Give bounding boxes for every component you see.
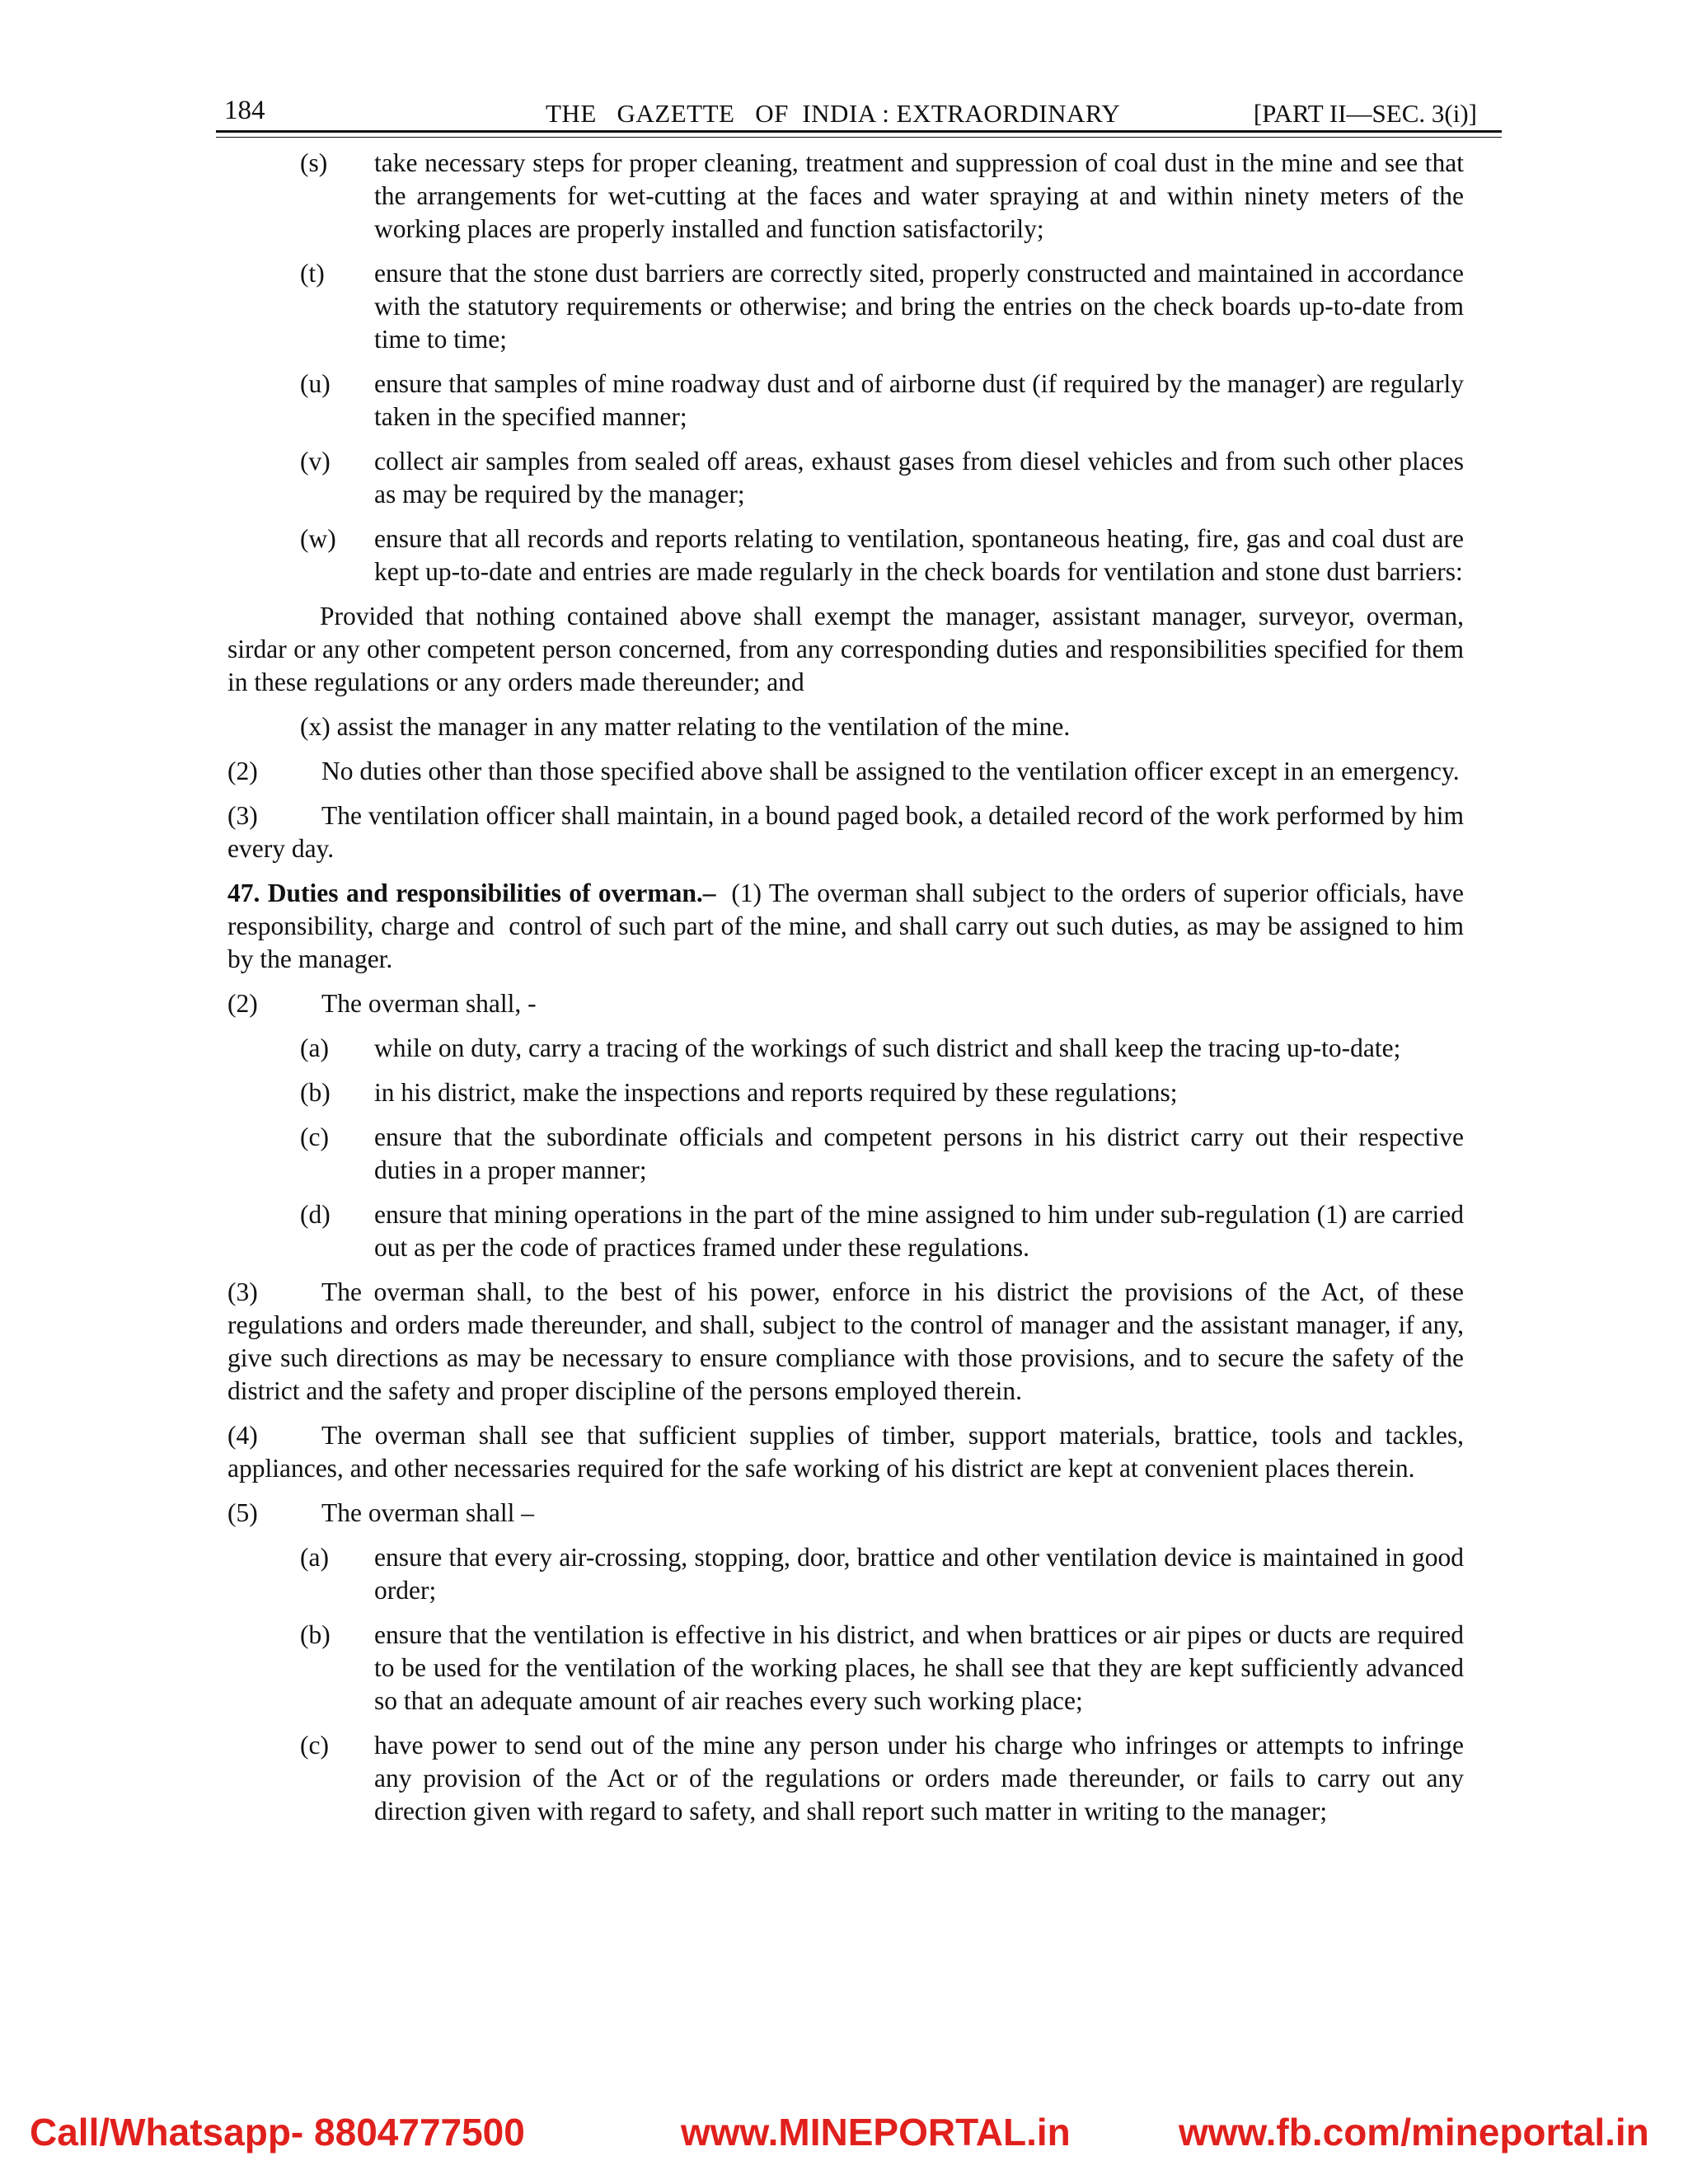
list-item-5c bbox=[227, 1729, 1464, 1828]
list-item-t bbox=[227, 257, 1464, 356]
sub-regulation-2 bbox=[227, 755, 1464, 788]
item-text: ensure that all records and reports relating to ventilation, spontaneous heating, fire, gas and coal dust are kept up-to-date and entries are made regularly in the check boards for ventilation and stone dust barriers: bbox=[374, 524, 1464, 586]
list-item-b bbox=[227, 1076, 1464, 1109]
sub-text: The overman shall see that sufficient supplies of timber, support materials, brattice, tools and tackles, appliances, and other necessaries required for the safe working of his district are kept at convenient places therein. bbox=[227, 1421, 1464, 1483]
item-text: ensure that the stone dust barriers are correctly sited, properly constructed and maintained in accordance with the statutory requirements or otherwise; and bring the entries on the check boards up-to-date from time to time; bbox=[374, 259, 1464, 354]
sub-text: The overman shall, - bbox=[321, 989, 537, 1018]
overman-sub-5 bbox=[227, 1497, 1464, 1530]
item-text: ensure that the ventilation is effective in his district, and when brattices or air pipes or ducts are required to be used for the ventilation of the working places, he shall see that they are kept sufficiently advanced so that an adequate amount of air reaches every such working place; bbox=[374, 1620, 1464, 1715]
sub-text: No duties other than those specified above shall be assigned to the ventilation officer except in an emergency. bbox=[321, 757, 1460, 785]
list-item-v bbox=[227, 445, 1464, 511]
item-text: ensure that the subordinate officials and competent persons in his district carry out their respective duties in a proper manner; bbox=[374, 1122, 1464, 1184]
sub-number: (4) bbox=[227, 1421, 258, 1450]
list-item-d bbox=[227, 1198, 1464, 1264]
sub-number: (3) bbox=[227, 801, 258, 830]
item-label: (a) bbox=[300, 1543, 329, 1572]
item-label: (s) bbox=[300, 148, 328, 177]
list-item-c bbox=[227, 1121, 1464, 1187]
overman-sub-3 bbox=[227, 1276, 1464, 1408]
item-label: (u) bbox=[300, 369, 331, 398]
page-number: 184 bbox=[224, 96, 265, 125]
proviso-paragraph: Provided that nothing contained above shall exempt the manager, assistant manager, surveyor, overman, sirdar or any other competent person concerned, from any corresponding duties and responsibilities specified for them in these regulations or any orders made thereunder; and bbox=[227, 602, 1464, 696]
item-text: ensure that samples of mine roadway dust and of airborne dust (if required by the manager) are regularly taken in the specified manner; bbox=[374, 369, 1464, 431]
phone-contact-link[interactable]: Call/Whatsapp- 8804777500 bbox=[30, 2111, 525, 2154]
sub-number: (5) bbox=[227, 1498, 258, 1527]
item-label: (v) bbox=[300, 447, 331, 476]
regulation-heading: 47. Duties and responsibilities of overman.– bbox=[227, 879, 716, 907]
sub-text: The overman shall – bbox=[321, 1498, 535, 1527]
promo-footer bbox=[0, 2110, 1688, 2159]
header-rule-thick bbox=[216, 130, 1502, 133]
page-header bbox=[216, 92, 1502, 134]
item-label: (d) bbox=[300, 1200, 331, 1229]
item-text: while on duty, carry a tracing of the workings of such district and shall keep the tracing up-to-date; bbox=[374, 1033, 1401, 1062]
sub-number: (3) bbox=[227, 1277, 258, 1306]
item-label: (b) bbox=[300, 1620, 331, 1649]
document-body bbox=[227, 147, 1470, 1840]
list-item-5b bbox=[227, 1619, 1464, 1718]
list-item-5a bbox=[227, 1541, 1464, 1607]
sub-regulation-3 bbox=[227, 799, 1464, 865]
list-item-w bbox=[227, 523, 1464, 588]
sub-number: (2) bbox=[227, 757, 258, 785]
list-item-x: (x) assist the manager in any matter relating to the ventilation of the mine. bbox=[300, 712, 1071, 741]
item-text: in his district, make the inspections and reports required by these regulations; bbox=[374, 1078, 1178, 1107]
website-link[interactable]: www.MINEPORTAL.in bbox=[681, 2111, 1071, 2154]
sub-text: The ventilation officer shall maintain, in a bound paged book, a detailed record of the work performed by him every day. bbox=[227, 801, 1464, 863]
item-text: collect air samples from sealed off areas, exhaust gases from diesel vehicles and from such other places as may be required by the manager; bbox=[374, 447, 1464, 509]
overman-sub-4 bbox=[227, 1419, 1464, 1485]
regulation-47 bbox=[227, 877, 1470, 976]
item-text: ensure that every air-crossing, stopping, door, brattice and other ventilation device is maintained in good order; bbox=[374, 1543, 1464, 1605]
header-rule-thin bbox=[216, 137, 1502, 138]
item-label: (b) bbox=[300, 1078, 331, 1107]
list-item-u bbox=[227, 368, 1464, 434]
regulation-text: (1) The overman shall subject to the orders of superior officials, have responsibility, charge and control of such part of the mine, and shall carry out such duties, as may be assigned to him by the manager. bbox=[227, 879, 1470, 973]
facebook-link[interactable]: www.fb.com/mineportal.in bbox=[1179, 2111, 1649, 2154]
item-text: ensure that mining operations in the part of the mine assigned to him under sub-regulation (1) are carried out as per the code of practices framed under these regulations. bbox=[374, 1200, 1464, 1262]
item-label: (t) bbox=[300, 259, 325, 288]
item-label: (w) bbox=[300, 524, 336, 553]
item-label: (a) bbox=[300, 1033, 329, 1062]
item-text: take necessary steps for proper cleaning, treatment and suppression of coal dust in the mine and see that the arrangements for wet-cutting at the faces and water spraying at and within ninety meters of the working places are properly installed and function satisfactorily; bbox=[374, 148, 1464, 243]
item-text: have power to send out of the mine any person under his charge who infringes or attempts to infringe any provision of the Act or of the regulations or orders made thereunder, or fails to carry out any direction given with regard to safety, and shall report such matter in writing to the manager; bbox=[374, 1731, 1464, 1825]
sub-number: (2) bbox=[227, 989, 258, 1018]
item-label: (c) bbox=[300, 1731, 329, 1760]
list-item-s bbox=[227, 147, 1464, 246]
overman-sub-2 bbox=[227, 987, 1464, 1020]
part-section: [PART II—SEC. 3(i)] bbox=[1253, 99, 1477, 128]
gazette-title: THE GAZETTE OF INDIA : EXTRAORDINARY bbox=[546, 99, 1121, 128]
sub-text: The overman shall, to the best of his power, enforce in his district the provisions of the Act, of these regulations and orders made thereunder, and shall, subject to the control of manager and the assistant manager, if any, give such directions as may be necessary to ensure compliance with those provisions, and to secure the safety of the district and the safety and proper discipline of the persons employed therein. bbox=[227, 1277, 1464, 1405]
list-item-a bbox=[227, 1032, 1464, 1065]
item-label: (c) bbox=[300, 1122, 329, 1151]
